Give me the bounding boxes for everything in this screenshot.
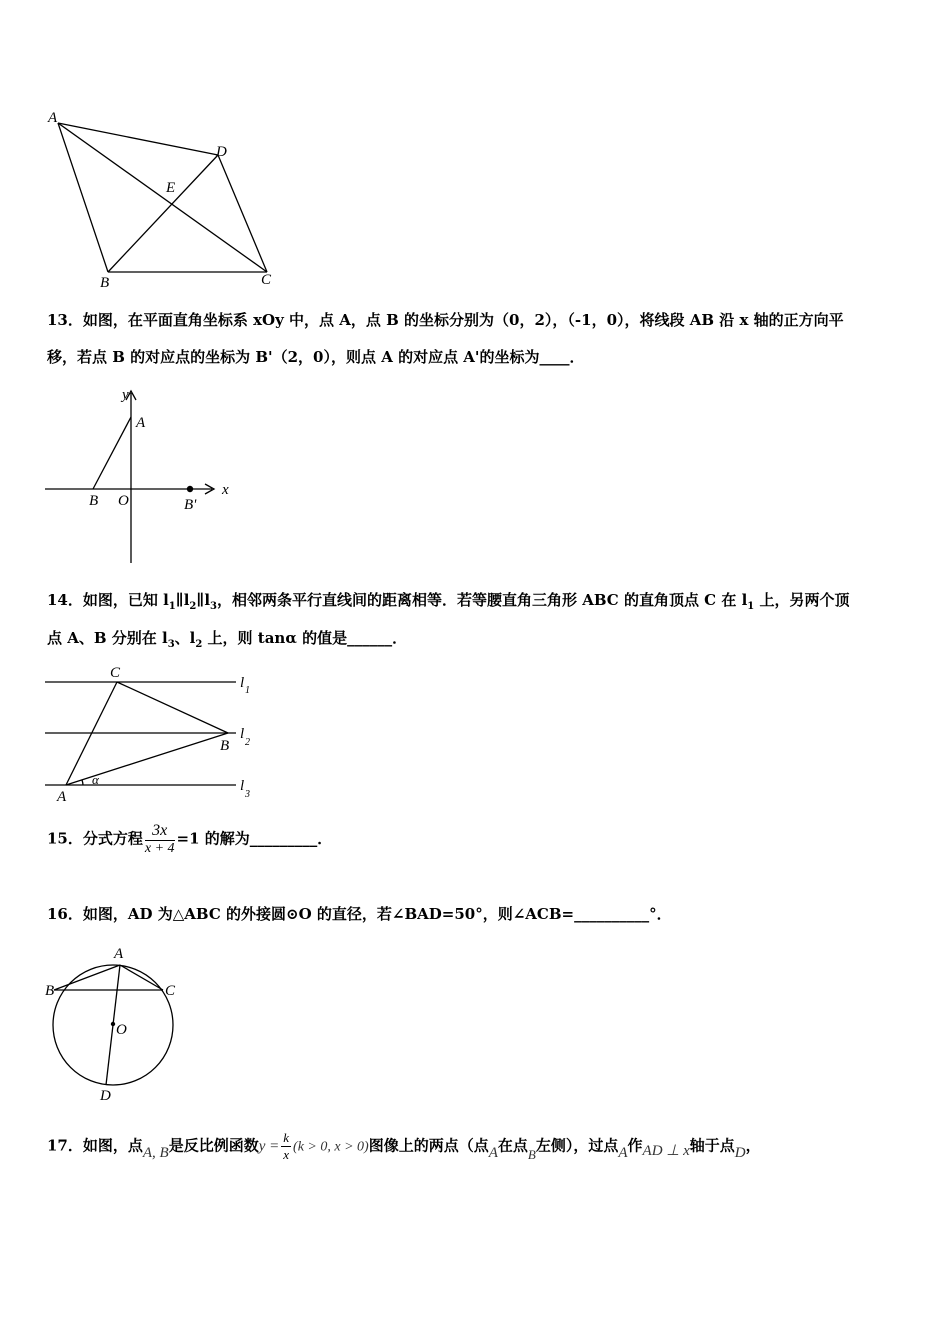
angle-alpha-arc bbox=[82, 780, 83, 785]
label-alpha: α bbox=[92, 772, 99, 787]
label-C: C bbox=[261, 272, 272, 288]
quadrilateral-figure bbox=[40, 105, 290, 295]
label-x: x bbox=[222, 482, 229, 498]
fraction-k-over-x: $\frac{k}{x}$ bbox=[283, 1130, 290, 1162]
label-D: D bbox=[100, 1088, 111, 1104]
label-A: A bbox=[48, 110, 58, 126]
label-l2: l bbox=[240, 726, 245, 742]
circle-figure bbox=[40, 940, 200, 1110]
label-B: B bbox=[45, 983, 55, 999]
q14-line2: 点 A、B 分别在 $l_3$、$l_2$ 上，则 tanα 的值是______． bbox=[47, 629, 408, 650]
label-l1-sub: 1 bbox=[245, 685, 250, 696]
label-Bprime: B' bbox=[184, 497, 197, 513]
segment-AB bbox=[93, 417, 131, 489]
parallel-lines-figure bbox=[40, 660, 270, 805]
label-D: D bbox=[216, 144, 227, 160]
label-A: A bbox=[57, 789, 67, 805]
label-O: O bbox=[118, 493, 129, 509]
side-AB bbox=[66, 733, 228, 785]
chord-AC bbox=[120, 965, 163, 990]
q13-line2: 移，若点 B 的对应点的坐标为 B'（2，0），则点 A 的对应点 A'的坐标为____． bbox=[47, 348, 585, 366]
coordinate-figure bbox=[40, 385, 250, 565]
edge-AD bbox=[58, 123, 218, 155]
label-l3-sub: 3 bbox=[245, 789, 250, 800]
label-B: B bbox=[220, 738, 230, 754]
q16-line: 16．如图，AD 为△ABC 的外接圆⊙O 的直径，若∠BAD=50°，则∠ACB=__________°． bbox=[47, 905, 672, 923]
side-CB bbox=[117, 682, 228, 733]
label-C: C bbox=[165, 983, 176, 999]
label-B: B bbox=[100, 275, 110, 291]
label-l1: l bbox=[240, 675, 245, 691]
label-B: B bbox=[89, 493, 99, 509]
q13-line1: 13．如图，在平面直角坐标系 xOy 中，点 A，点 B 的坐标分别为（0，2），（-1，0），将线段 AB 沿 x 轴的正方向平 bbox=[47, 311, 844, 329]
label-O: O bbox=[116, 1022, 127, 1038]
q15-line: 15．分式方程 $\frac{3x}{x + 4}$ =1 的解为_________． bbox=[47, 822, 333, 856]
diagonal-BD bbox=[108, 155, 218, 272]
chord-AB bbox=[54, 965, 120, 990]
label-A: A bbox=[136, 415, 146, 431]
label-l3: l bbox=[240, 778, 245, 794]
q17-line: 17．如图，点A, B是反比例函数y = $\frac{k}{x}$ (k > 0, x > 0)图像上的两点（点A在点B左侧），过点A作AD ⊥ x轴于点D， bbox=[47, 1130, 761, 1162]
fraction: $\frac{3x}{x + 4}$ bbox=[144, 822, 175, 856]
point-Bprime bbox=[187, 486, 193, 492]
label-y: y bbox=[122, 387, 129, 403]
label-E: E bbox=[166, 180, 176, 196]
label-C: C bbox=[110, 665, 121, 681]
edge-BA bbox=[58, 123, 108, 272]
label-A: A bbox=[114, 946, 124, 962]
center-O bbox=[111, 1022, 115, 1026]
q14-line1: 14．如图，已知 $l_1\parallel l_2\parallel l_3$，相邻两条平行直线间的距离相等．若等腰直角三角形 ABC 的直角顶点 C 在 $l_1$ 上，另两个顶 bbox=[47, 591, 850, 612]
label-l2-sub: 2 bbox=[245, 737, 250, 748]
